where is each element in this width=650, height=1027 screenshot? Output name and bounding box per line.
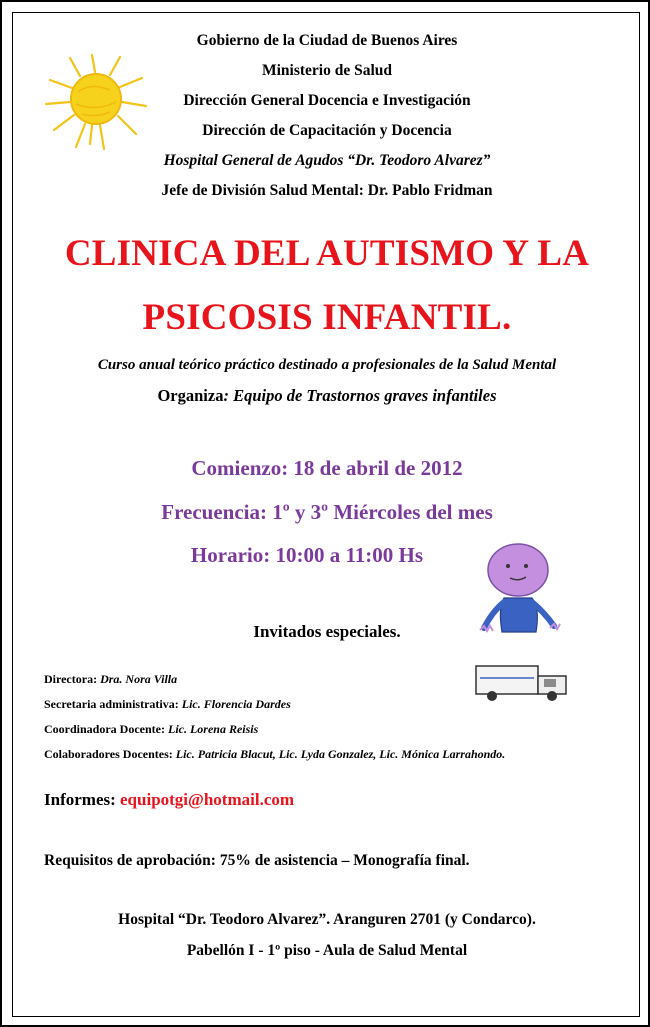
staff-role: Secretaria administrativa: [44, 697, 182, 711]
staff-role: Directora: [44, 672, 101, 686]
informes-label: Informes: [44, 790, 121, 809]
header-government: Gobierno de la Ciudad de Buenos Aires [196, 32, 458, 49]
frequency: Frecuencia: 1º y 3º Miércoles del mes [161, 500, 493, 524]
header-direccion-capacitacion: Dirección de Capacitación y Docencia [202, 122, 452, 139]
staff-name: Lic. Patricia Blacut, Lic. Lyda Gonzalez, Lic. Mónica Larrahondo. [175, 747, 506, 761]
requisitos-line: Requisitos de aprobación: 75% de asistencia – Monografía final. [44, 852, 470, 869]
header-direccion-general: Dirección General Docencia e Investigación [183, 92, 471, 109]
truck-drawing-icon [472, 660, 572, 705]
staff-directora [44, 672, 177, 687]
organiza-value: : Equipo de Trastornos graves infantiles [223, 386, 497, 405]
staff-role: Coordinadora Docente: [44, 722, 168, 736]
start-date: Comienzo: 18 de abril de 2012 [191, 456, 463, 480]
organiza-line [2, 386, 650, 406]
header-ministry: Ministerio de Salud [261, 62, 393, 79]
staff-name: Lic. Lorena Reisis [167, 722, 259, 736]
course-description: Curso anual teórico práctico destinado a profesionales de la Salud Mental [97, 357, 557, 373]
footer-address: Hospital “Dr. Teodoro Alvarez”. Aranguren 2701 (y Condarco). [118, 911, 536, 928]
staff-coordinadora [44, 722, 258, 737]
header-hospital: Hospital General de Agudos “Dr. Teodoro Alvarez” [163, 152, 491, 169]
informes-line [44, 790, 294, 810]
footer-location: Pabellón I - 1º piso - Aula de Salud Mental [186, 942, 468, 959]
staff-colaboradores [44, 747, 505, 762]
staff-name: Dra. Nora Villa [100, 672, 178, 686]
staff-secretaria [44, 697, 291, 712]
staff-role: Colaboradores Docentes: [44, 747, 176, 761]
organiza-label: Organiza [157, 386, 224, 405]
invitados-heading: Invitados especiales. [253, 622, 401, 641]
title-line-1: CLINICA DEL AUTISMO Y LA [64, 233, 590, 274]
title-line-2: PSICOSIS INFANTIL. [142, 297, 512, 338]
informes-email-link[interactable]: equipotgi@hotmail.com [120, 790, 295, 809]
header-jefe: Jefe de División Salud Mental: Dr. Pablo Fridman [161, 182, 493, 199]
staff-name: Lic. Florencia Dardes [181, 697, 291, 711]
schedule-time: Horario: 10:00 a 11:00 Hs [190, 543, 424, 567]
